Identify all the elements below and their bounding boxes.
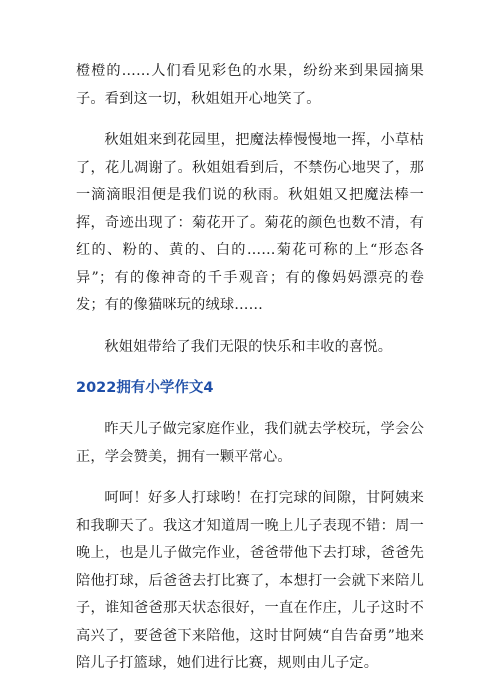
paragraph-gap	[76, 402, 424, 416]
paragraph-gap	[76, 113, 424, 127]
paragraph-gap	[76, 471, 424, 485]
top-spacer	[76, 0, 424, 58]
section-heading: 2022拥有小学作文4	[76, 380, 214, 396]
paragraph-gap	[76, 320, 424, 334]
paragraph-1: 橙橙的……人们看见彩色的水果，纷纷来到果园摘果子。看到这一切，秋姐姐开心地笑了。	[76, 63, 424, 107]
paragraph-3: 秋姐姐带给了我们无限的快乐和丰收的喜悦。	[104, 338, 393, 355]
paragraph-4: 昨天儿子做完家庭作业，我们就去学校玩，学会公正，学会赞美，拥有一颗平常心。	[76, 421, 424, 465]
paragraph-2: 秋姐姐来到花园里，把魔法棒慢慢地一挥，小草枯了，花儿凋谢了。秋姐姐看到后，不禁伤心地哭了，那一滴滴眼泪便是我们说的秋雨。秋姐姐又把魔法棒一挥，奇迹出现了：菊花开了。菊花的颜色也数不清，有红的、粉的、黄的、白的……菊花可称的上“形态各异”；有的像神奇的千手观音；有的像妈妈漂亮的卷发；有的像猫咪玩的绒球……	[76, 132, 424, 313]
paragraph-5: 呵呵！好多人打球哟！在打完球的间隙，甘阿姨来和我聊天了。我这才知道周一晚上儿子表现不错：周一晚上，也是儿子做完作业，爸爸带他下去打球，爸爸先陪他打球，后爸爸去打比赛了，本想打一会就下来陪儿子，谁知爸爸那天状态很好，一直在作庄，儿子这时不高兴了，要爸爸下来陪他，这时甘阿姨“自告奋勇”地来陪儿子打篮球，她们进行比赛，规则由儿子定。	[76, 490, 424, 671]
paragraph-gap	[76, 361, 424, 375]
